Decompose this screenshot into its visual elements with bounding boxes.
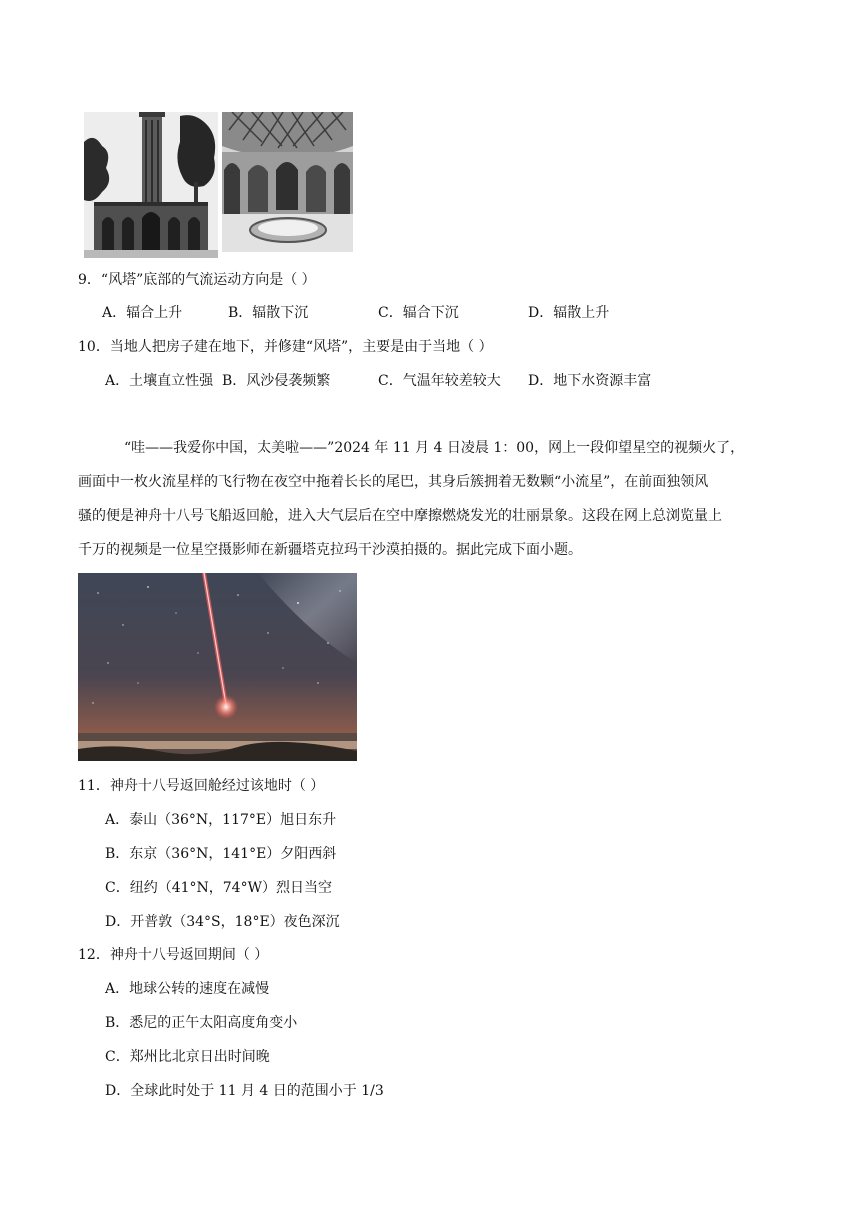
question-10-stem: 10．当地人把房子建在地下，并修建“风塔”，主要是由于当地（ ） [78, 339, 493, 355]
wind-tower-exterior-photo [84, 112, 218, 258]
question-11-option-a: A．泰山（36°N，117°E）旭日东升 [105, 812, 337, 828]
wind-tower-interior-photo [222, 112, 353, 252]
question-9-option-b: B．辐散下沉 [228, 305, 309, 321]
question-9-option-d: D．辐散上升 [528, 305, 610, 321]
question-12-option-c: C．郑州比北京日出时间晚 [105, 1049, 270, 1065]
question-12-stem: 12．神舟十八号返回期间（ ） [78, 947, 269, 963]
question-11-option-d: D．开普敦（34°S，18°E）夜色深沉 [105, 914, 340, 930]
question-12-option-a: A．地球公转的速度在减慢 [105, 981, 270, 997]
passage-line: 骚的便是神舟十八号飞船返回舱，进入大气层后在空中摩擦燃烧发光的壮丽景象。这段在网上总浏览量上 [78, 508, 722, 524]
question-11-option-b: B．东京（36°N，141°E）夕阳西斜 [105, 846, 337, 862]
question-9-option-a: A．辐合上升 [102, 305, 183, 321]
question-9-option-c: C．辐合下沉 [378, 305, 459, 321]
question-10-option-a: A．土壤直立性强 [105, 373, 214, 389]
question-12-option-d: D．全球此时处于 11 月 4 日的范围小于 1/3 [105, 1083, 384, 1099]
passage [78, 438, 784, 574]
return-capsule-night-sky-photo [78, 573, 357, 761]
passage-line: “哇——我爱你中国，太美啦——”2024 年 11 月 4 日凌晨 1：00，网上一段仰望星空的视频火了， [124, 440, 745, 456]
question-10-option-c: C．气温年较差较大 [378, 373, 501, 389]
passage-line: 画面中一枚火流星样的飞行物在夜空中拖着长长的尾巴，其身后簇拥着无数颗“小流星”，在前面独领风 [78, 474, 709, 490]
question-11-option-c: C．纽约（41°N，74°W）烈日当空 [105, 880, 332, 896]
passage-line: 千万的视频是一位星空摄影师在新疆塔克拉玛干沙漠拍摄的。据此完成下面小题。 [78, 542, 582, 558]
question-10-option-b: B．风沙侵袭频繁 [222, 373, 331, 389]
question-11-stem: 11．神舟十八号返回舱经过该地时（ ） [78, 778, 325, 794]
question-9-stem: 9．“风塔”底部的气流运动方向是（ ） [78, 272, 316, 288]
question-12-option-b: B．悉尼的正午太阳高度角变小 [105, 1015, 298, 1031]
question-10-option-d: D．地下水资源丰富 [528, 373, 652, 389]
